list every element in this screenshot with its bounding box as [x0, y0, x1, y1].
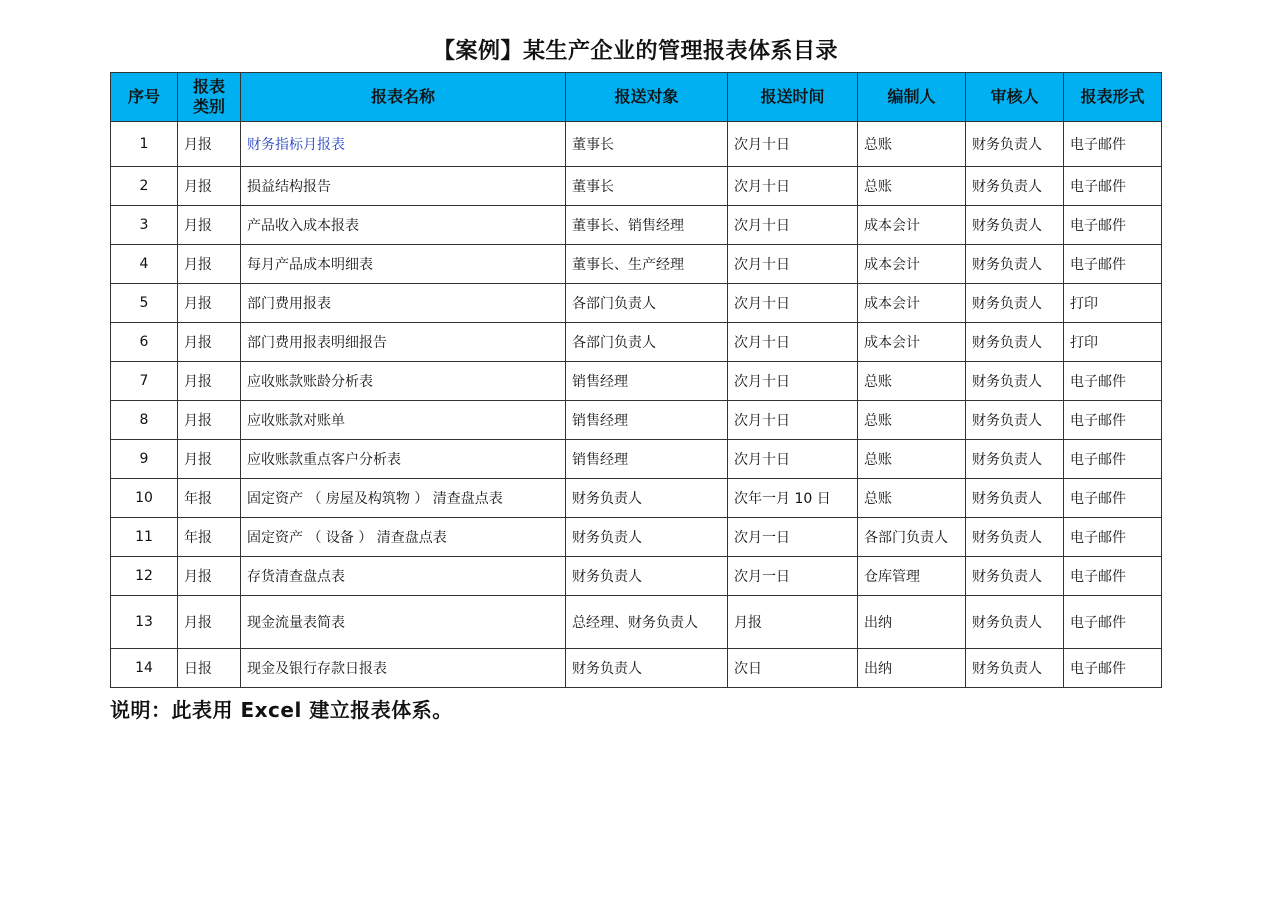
row-name-cell: 应收账款重点客户分析表: [241, 440, 566, 479]
row-no-cell: 4: [111, 245, 178, 284]
row-author-cell: 成本会计: [858, 245, 966, 284]
row-to-cell: 财务负责人: [566, 518, 728, 557]
row-author-cell: 各部门负责人: [858, 518, 966, 557]
row-format-cell: 电子邮件: [1064, 401, 1162, 440]
row-no-cell: 12: [111, 557, 178, 596]
row-name-cell: 每月产品成本明细表: [241, 245, 566, 284]
table-row: [111, 284, 1162, 323]
row-format-cell: 电子邮件: [1064, 122, 1162, 167]
row-type-cell: 月报: [178, 596, 241, 649]
row-time-cell: 次月十日: [728, 167, 858, 206]
row-no-cell: 13: [111, 596, 178, 649]
row-no-cell: 6: [111, 323, 178, 362]
row-name-cell: 产品收入成本报表: [241, 206, 566, 245]
row-time-cell: 次月一日: [728, 518, 858, 557]
row-time-cell: 次月十日: [728, 362, 858, 401]
header-type: [178, 73, 241, 122]
row-to-cell: 销售经理: [566, 401, 728, 440]
row-reviewer-cell: 财务负责人: [966, 518, 1064, 557]
row-author-cell: 出纳: [858, 596, 966, 649]
row-reviewer-cell: 财务负责人: [966, 401, 1064, 440]
table-row: [111, 362, 1162, 401]
header-format: 报表形式: [1064, 73, 1162, 122]
row-to-cell: 董事长: [566, 122, 728, 167]
row-author-cell: 成本会计: [858, 323, 966, 362]
row-time-cell: 次月一日: [728, 557, 858, 596]
row-reviewer-cell: 财务负责人: [966, 284, 1064, 323]
row-no-cell: 1: [111, 122, 178, 167]
row-author-cell: 成本会计: [858, 284, 966, 323]
table-row: [111, 401, 1162, 440]
row-type-cell: 月报: [178, 323, 241, 362]
row-type-cell: 月报: [178, 440, 241, 479]
row-type-cell: 月报: [178, 167, 241, 206]
table-row: [111, 122, 1162, 167]
row-reviewer-cell: 财务负责人: [966, 479, 1064, 518]
row-no-cell: 7: [111, 362, 178, 401]
row-format-cell: 电子邮件: [1064, 206, 1162, 245]
row-to-cell: 董事长、生产经理: [566, 245, 728, 284]
row-type-cell: 月报: [178, 557, 241, 596]
row-time-cell: 次日: [728, 649, 858, 688]
row-reviewer-cell: 财务负责人: [966, 206, 1064, 245]
header-author: 编制人: [858, 73, 966, 122]
row-format-cell: 电子邮件: [1064, 245, 1162, 284]
row-to-cell: 董事长: [566, 167, 728, 206]
row-type-cell: 月报: [178, 401, 241, 440]
row-author-cell: 总账: [858, 479, 966, 518]
row-name-cell: 固定资产 （ 房屋及构筑物 ） 清查盘点表: [241, 479, 566, 518]
row-author-cell: 总账: [858, 122, 966, 167]
row-no-cell: 10: [111, 479, 178, 518]
note-text: 说明：此表用 Excel 建立报表体系。: [110, 698, 453, 722]
row-author-cell: 总账: [858, 167, 966, 206]
row-name-cell: 现金及银行存款日报表: [241, 649, 566, 688]
row-to-cell: 财务负责人: [566, 649, 728, 688]
row-name-cell: 部门费用报表: [241, 284, 566, 323]
table-row: [111, 206, 1162, 245]
row-reviewer-cell: 财务负责人: [966, 596, 1064, 649]
row-no-cell: 11: [111, 518, 178, 557]
header-no: 序号: [111, 73, 178, 122]
row-reviewer-cell: 财务负责人: [966, 323, 1064, 362]
table-row: [111, 323, 1162, 362]
row-no-cell: 8: [111, 401, 178, 440]
row-reviewer-cell: 财务负责人: [966, 649, 1064, 688]
table-row: [111, 518, 1162, 557]
row-author-cell: 仓库管理: [858, 557, 966, 596]
row-name-cell: 现金流量表简表: [241, 596, 566, 649]
row-time-cell: 次月十日: [728, 245, 858, 284]
row-format-cell: 电子邮件: [1064, 440, 1162, 479]
row-name-cell: 部门费用报表明细报告: [241, 323, 566, 362]
header-reviewer: 审核人: [966, 73, 1064, 122]
row-to-cell: 各部门负责人: [566, 323, 728, 362]
row-format-cell: 电子邮件: [1064, 518, 1162, 557]
row-type-cell: 日报: [178, 649, 241, 688]
row-type-cell: 月报: [178, 245, 241, 284]
row-author-cell: 成本会计: [858, 206, 966, 245]
table-header-row: [111, 73, 1162, 122]
header-time: 报送时间: [728, 73, 858, 122]
row-to-cell: 销售经理: [566, 362, 728, 401]
table-row: [111, 167, 1162, 206]
row-to-cell: 销售经理: [566, 440, 728, 479]
row-time-cell: 月报: [728, 596, 858, 649]
row-author-cell: 总账: [858, 401, 966, 440]
row-reviewer-cell: 财务负责人: [966, 167, 1064, 206]
row-format-cell: 电子邮件: [1064, 167, 1162, 206]
row-reviewer-cell: 财务负责人: [966, 557, 1064, 596]
row-to-cell: 各部门负责人: [566, 284, 728, 323]
row-reviewer-cell: 财务负责人: [966, 440, 1064, 479]
row-reviewer-cell: 财务负责人: [966, 122, 1064, 167]
row-time-cell: 次月十日: [728, 440, 858, 479]
row-to-cell: 总经理、财务负责人: [566, 596, 728, 649]
row-reviewer-cell: 财务负责人: [966, 245, 1064, 284]
header-type-label: 报表 类别: [192, 77, 225, 116]
table-row: [111, 557, 1162, 596]
header-name: 报表名称: [241, 73, 566, 122]
row-type-cell: 月报: [178, 362, 241, 401]
row-time-cell: 次月十日: [728, 284, 858, 323]
row-format-cell: 电子邮件: [1064, 557, 1162, 596]
row-time-cell: 次年一月 10 日: [728, 479, 858, 518]
row-to-cell: 财务负责人: [566, 557, 728, 596]
row-author-cell: 出纳: [858, 649, 966, 688]
row-format-cell: 电子邮件: [1064, 649, 1162, 688]
row-name-cell: 应收账款账龄分析表: [241, 362, 566, 401]
row-author-cell: 总账: [858, 362, 966, 401]
row-name-cell: 存货清查盘点表: [241, 557, 566, 596]
row-name-cell: 财务指标月报表: [241, 122, 566, 167]
row-no-cell: 9: [111, 440, 178, 479]
row-time-cell: 次月十日: [728, 401, 858, 440]
row-format-cell: 电子邮件: [1064, 596, 1162, 649]
row-name-cell: 应收账款对账单: [241, 401, 566, 440]
page-title: 【案例】某生产企业的管理报表体系目录: [432, 39, 838, 64]
row-to-cell: 董事长、销售经理: [566, 206, 728, 245]
row-time-cell: 次月十日: [728, 206, 858, 245]
table-row: [111, 245, 1162, 284]
row-type-cell: 月报: [178, 122, 241, 167]
row-name-cell: 固定资产 （ 设备 ） 清查盘点表: [241, 518, 566, 557]
row-name-cell: 损益结构报告: [241, 167, 566, 206]
row-time-cell: 次月十日: [728, 323, 858, 362]
row-no-cell: 2: [111, 167, 178, 206]
row-format-cell: 电子邮件: [1064, 479, 1162, 518]
row-type-cell: 年报: [178, 518, 241, 557]
report-catalog-table: [110, 72, 1162, 688]
header-to: 报送对象: [566, 73, 728, 122]
row-format-cell: 打印: [1064, 284, 1162, 323]
row-no-cell: 3: [111, 206, 178, 245]
row-type-cell: 月报: [178, 284, 241, 323]
row-type-cell: 月报: [178, 206, 241, 245]
table-row: [111, 596, 1162, 649]
row-no-cell: 5: [111, 284, 178, 323]
row-time-cell: 次月十日: [728, 122, 858, 167]
row-reviewer-cell: 财务负责人: [966, 362, 1064, 401]
row-no-cell: 14: [111, 649, 178, 688]
row-format-cell: 打印: [1064, 323, 1162, 362]
row-author-cell: 总账: [858, 440, 966, 479]
row-format-cell: 电子邮件: [1064, 362, 1162, 401]
table-row: [111, 649, 1162, 688]
table-row: [111, 479, 1162, 518]
table-row: [111, 440, 1162, 479]
row-to-cell: 财务负责人: [566, 479, 728, 518]
row-type-cell: 年报: [178, 479, 241, 518]
